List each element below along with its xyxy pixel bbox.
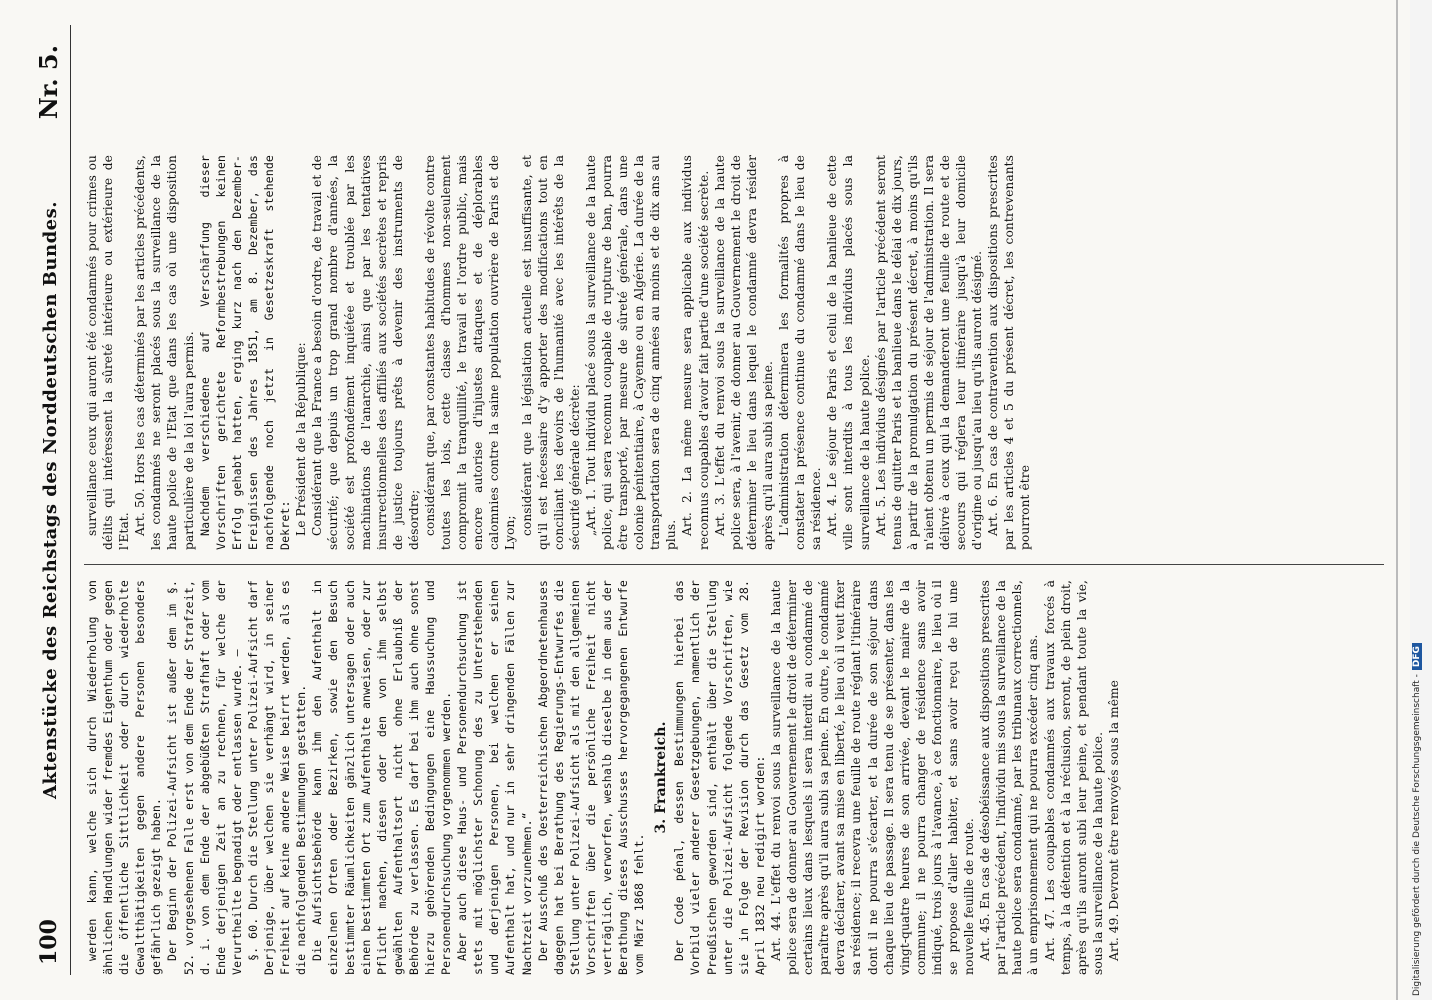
paragraph: Art. 6. En cas de contravention aux dispositions prescrites par les articles 4 et 5 du présent décret, les contrevenants pourront être [986, 155, 1033, 550]
paragraph: considérant que la législation actuelle est insuffisante, et qu'il est nécessaire d'y apporter des modifications tout en conciliant les devoirs de l'humanité avec les intérêts de la sécurité générale décrète: [519, 155, 582, 550]
dfg-logo: DFG [1412, 643, 1422, 670]
funding-note: Digitalisierung gefördert durch die Deutsche Forschungsgemeinschaft - [1412, 674, 1422, 996]
paragraph: Art. 2. La même mesure sera applicable aux individus reconnus coupables d'avoir fait partie d'une société secrète. [680, 155, 711, 550]
header-rule [70, 25, 71, 975]
rotated-page-content [30, 25, 1410, 975]
paragraph: werden kann, welche sich durch Wiederholung von ähnlichen Handlungen wider fremdes Eigenthum oder gegen die öffentliche Sittlichkeit oder durch wiederholte Gewaltthätigkeiten gegen andere Personen besonders gefährlich gezeigt haben. [85, 580, 164, 975]
paragraph: Art. 5. Les individus désignés par l'article précédent seront tenus de quitter Paris et la banlieue dans le délai de dix jours, à partir de la promulgation du présent décret, à moins qu'ils n'aient obtenu un permis de séjour de l'administration. Il sera délivré à ceux qui la demanderont une feuille de route et de secours qui réglera leur itinéraire jusqu'à leur domicile d'origine ou jusqu'au lieu qu'ils auront désigné. [873, 155, 985, 550]
page-header [30, 25, 70, 975]
issue-number: Nr. 5. [34, 45, 63, 120]
paragraph: Art. 49. Devront être renvoyés sous la même [1106, 680, 1121, 961]
paragraph: Der Beginn der Polizei-Aufsicht ist außer dem im §. 52. vorgesehenen Falle erst von dem Ende der Strafzeit, d. i. von dem Ende der abgebüßten Strafhaft oder vom Ende derjenigen Zeit an zu rechnen, für welche der Verurtheilte begnadigt oder entlassen wurde. — [165, 580, 244, 975]
page-edge [1396, 0, 1398, 1000]
paragraph: Der Code pénal, dessen Bestimmungen hierbei das Vorbild vieler anderer Gesetzgebungen, namentlich der Preußischen geworden sind, enthält über die Stellung unter die Polizei-Aufsicht folgende Vorschriften, wie sie in Folge der Revision durch das Gesetz vom 28. April 1832 neu redigirt worden: [672, 580, 767, 975]
section-title: 3. Frankreich. [653, 721, 670, 834]
paragraph: Art. 44. L'effet du renvoi sous la surveillance de la haute police sera de donner au Gouvernement le droit de déterminer certains lieux dans lesquels il sera interdit au condamné de paraître après qu'il aura subi sa peine. En outre, le condamné devra déclarer, avant sa mise en liberté, le lieu où il veut fixer sa résidence; il recevra une feuille de route réglant l'itinéraire dont il ne pourra s'écarter, et la durée de son séjour dans chaque lieu de passage. Il sera tenu de se présenter, dans les vingt-quatre heures de son arrivée, devant le maire de la commune; il ne pourra changer de résidence sans avoir indiqué, trois jours à l'avance, à ce fonctionnaire, le lieu où il se propose d'aller habiter, et sans avoir reçu de lui une nouvelle feuille de route. [768, 579, 977, 975]
paragraph: Considérant que la France a besoin d'ordre, de travail et de sécurité; que depuis un trop grand nombre d'années, la société est profondément inquiétée et troublée par les machinations de l'anarchie, ainsi que par les tentatives insurrectionnelles des affiliés aux sociétés secrètes et repris de justice toujours prêts à devenir des instruments de désordre; [310, 155, 421, 550]
paragraph: „Art. 1. Tout individu placé sous la surveillance de la haute police, qui sera reconnu coupable de rupture de ban, pourra être transporté, par mesure de sûreté générale, dans une colonie pénitentiaire, à Cayenne ou en Algérie. La durée de la transportation sera de cinq années au moins et de dix ans au plus. [583, 155, 679, 550]
column-divider [84, 564, 1384, 565]
paragraph: Die Aufsichtsbehörde kann ihm den Aufenthalt in einzelnen Orten oder Bezirken, sowie den Besuch bestimmter Räumlichkeiten gänzlich untersagen oder auch einen bestimmten Ort zum Aufenthalte anweisen, oder zur Pflicht machen, diesen oder den von ihm selbst gewählten Aufenthaltsort nicht ohne Erlaubniß der Behörde zu verlassen. Es darf bei ihm auch ohne sonst hierzu gehörenden Bedingungen eine Haussuchung und Personendurchsuchung vorgenommen werden. [310, 580, 454, 975]
paragraph: Der Ausschuß des Oesterreichischen Abgeordnetenhauses dagegen hat bei Berathung des Regierungs-Entwurfes die Stellung unter Polizei-Aufsicht als mit den allgemeinen Vorschriften über die persönliche Freiheit nicht verträglich, verworfen, weshalb dieselbe in dem aus der Berathung dieses Ausschusses hervorgegangenen Entwurfe vom März 1868 fehlt. [535, 580, 647, 975]
page-number: 100 [36, 919, 62, 965]
paragraph: §. 60. Durch die Stellung unter Polizei-Aufsicht darf Derjenige, über welchen sie verhängt wird, in seiner Freiheit auf keine andere Weise beirrt werden, als es die nachfolgenden Bestimmungen gestatten. [245, 580, 309, 975]
paragraph: Aber auch diese Haus- und Personendurchsuchung ist stets mit möglichster Schonung des zu Unterstehenden und derjenigen Personen, bei welchen er seinen Aufenthalt hat, und nur in sehr dringenden Fällen zur Nachtzeit vorzunehmen.“ [455, 580, 534, 975]
paragraph: Nachdem verschiedene auf Verschärfung dieser Vorschriften gerichtete Reformbestrebungen keinen Erfolg gehabt hatten, erging kurz nach den Dezember-Ereignissen des Jahres 1851, am 8. Dezember, das nachfolgende noch jetzt in Gesetzeskraft stehende Dekret: [197, 155, 293, 550]
digitization-sidebar [1410, 0, 1432, 1000]
paragraph: Art. 4. Le séjour de Paris et celui de la banlieue de cette ville sont interdits à tous les individus placés sous la surveillance de la haute police. [825, 155, 872, 550]
right-column [84, 155, 1034, 550]
left-column [84, 580, 1122, 975]
paragraph: Art. 50. Hors les cas déterminés par les articles précédents, les condamnés ne seront placés sous la surveillance de la haute police de l'Etat que dans les cas où une disposition particulière de la loi l'aura permis. [133, 155, 196, 550]
paragraph: Le Président de la République: [294, 342, 309, 536]
paragraph: L'administration déterminera les formalités propres à constater la présence continue du condamné dans le lieu de sa résidence. [777, 155, 824, 550]
paragraph: surveillance ceux qui auront été condamnés pour crimes ou délits qui intéressent la sûreté intérieure ou extérieure de l'Etat. [85, 155, 132, 550]
sidebar-text [1412, 0, 1422, 996]
paragraph: Art. 45. En cas de désobéissance aux dispositions prescrites par l'article précédent, l'individu mis sous la surveillance de la haute police sera condamné, par les tribunaux correctionnels, à un emprisonnement qui ne pourra excéder cinq ans. [978, 580, 1041, 975]
running-head: Aktenstücke des Reichstags des Norddeutschen Bundes. [40, 200, 61, 800]
paragraph: Art. 47. Les coupables condamnés aux travaux forcés à temps, à la détention et à la réclusion, seront, de plein droit, après qu'ils auront subi leur peine, et pendant toute la vie, sous la surveillance de la haute police. [1042, 580, 1105, 975]
paragraph: considérant que, par constantes habitudes de révolte contre toutes les lois, cette classe d'hommes non-seulement compromit la tranquillité, le travail et l'ordre public, mais encore autorise d'injustes attaques et de déplorables calomnies contre la saine population ouvrière de Paris et de Lyon; [422, 155, 518, 550]
paragraph: Art. 3. L'effet du renvoi sous la surveillance de la haute police sera, à l'avenir, de donner au Gouvernement le droit de déterminer le lieu dans lequel le condamné devra résider après qu'il aura subi sa peine. [712, 155, 775, 550]
